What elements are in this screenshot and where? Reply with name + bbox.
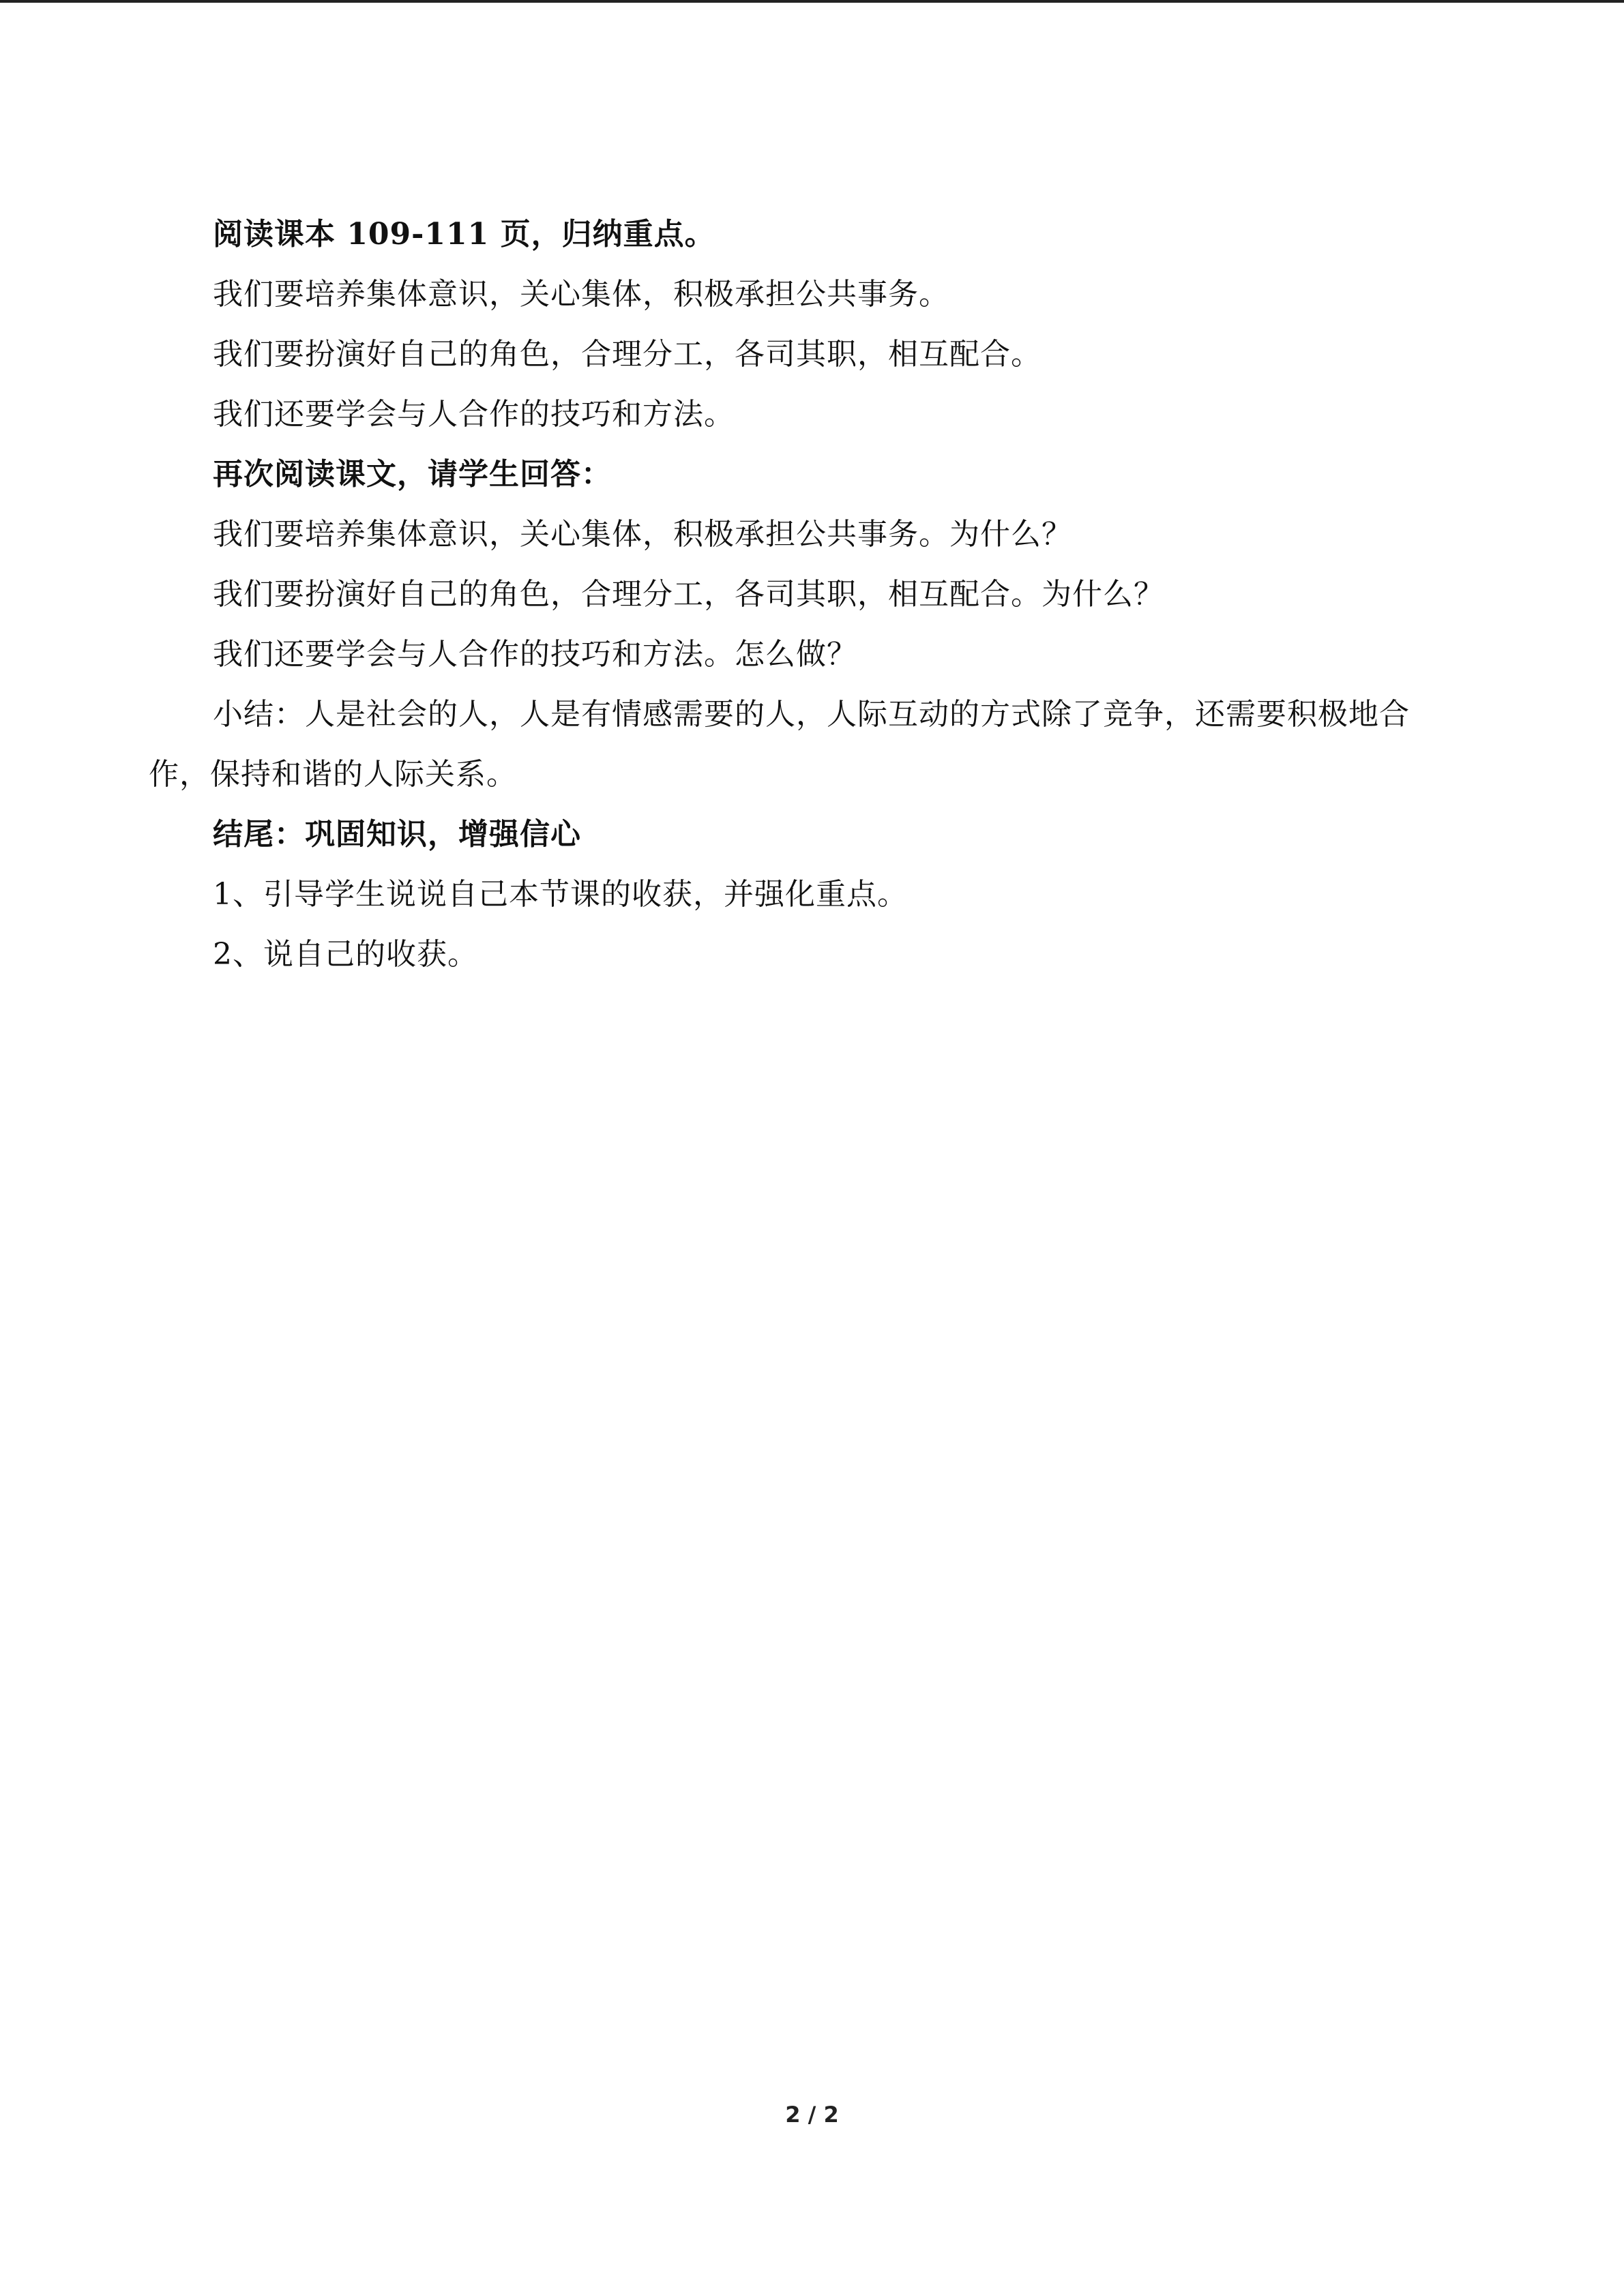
paragraph-summary: 小结：人是社会的人，人是有情感需要的人，人际互动的方式除了竞争，还需要积极地合作，保持和谐的人际关系。	[149, 697, 1410, 792]
heading-ending: 结尾：巩固知识，增强信心	[213, 817, 581, 852]
question-role-why: 我们要扮演好自己的角色，合理分工，各司其职，相互配合。为什么？	[213, 577, 1164, 612]
paragraph-collective-awareness: 我们要培养集体意识，关心集体，积极承担公共事务。	[213, 277, 949, 312]
heading-reread-answer: 再次阅读课文，请学生回答：	[213, 457, 612, 492]
question-cooperation-how: 我们还要学会与人合作的技巧和方法。怎么做？	[213, 637, 857, 672]
paragraph-role-division: 我们要扮演好自己的角色，合理分工，各司其职，相互配合。	[213, 337, 1042, 372]
list-item-2: 2、说自己的收获。	[213, 937, 478, 972]
paragraph-cooperation-skills: 我们还要学会与人合作的技巧和方法。	[213, 397, 735, 432]
page-number: 2 / 2	[785, 2102, 839, 2128]
heading-reading-summary: 阅读课本 109-111 页，归纳重点。	[213, 217, 715, 252]
document-body	[149, 205, 1458, 985]
list-item-1: 1、引导学生说说自己本节课的收获，并强化重点。	[213, 877, 908, 912]
question-collective-why: 我们要培养集体意识，关心集体，积极承担公共事务。为什么？	[213, 517, 1072, 552]
